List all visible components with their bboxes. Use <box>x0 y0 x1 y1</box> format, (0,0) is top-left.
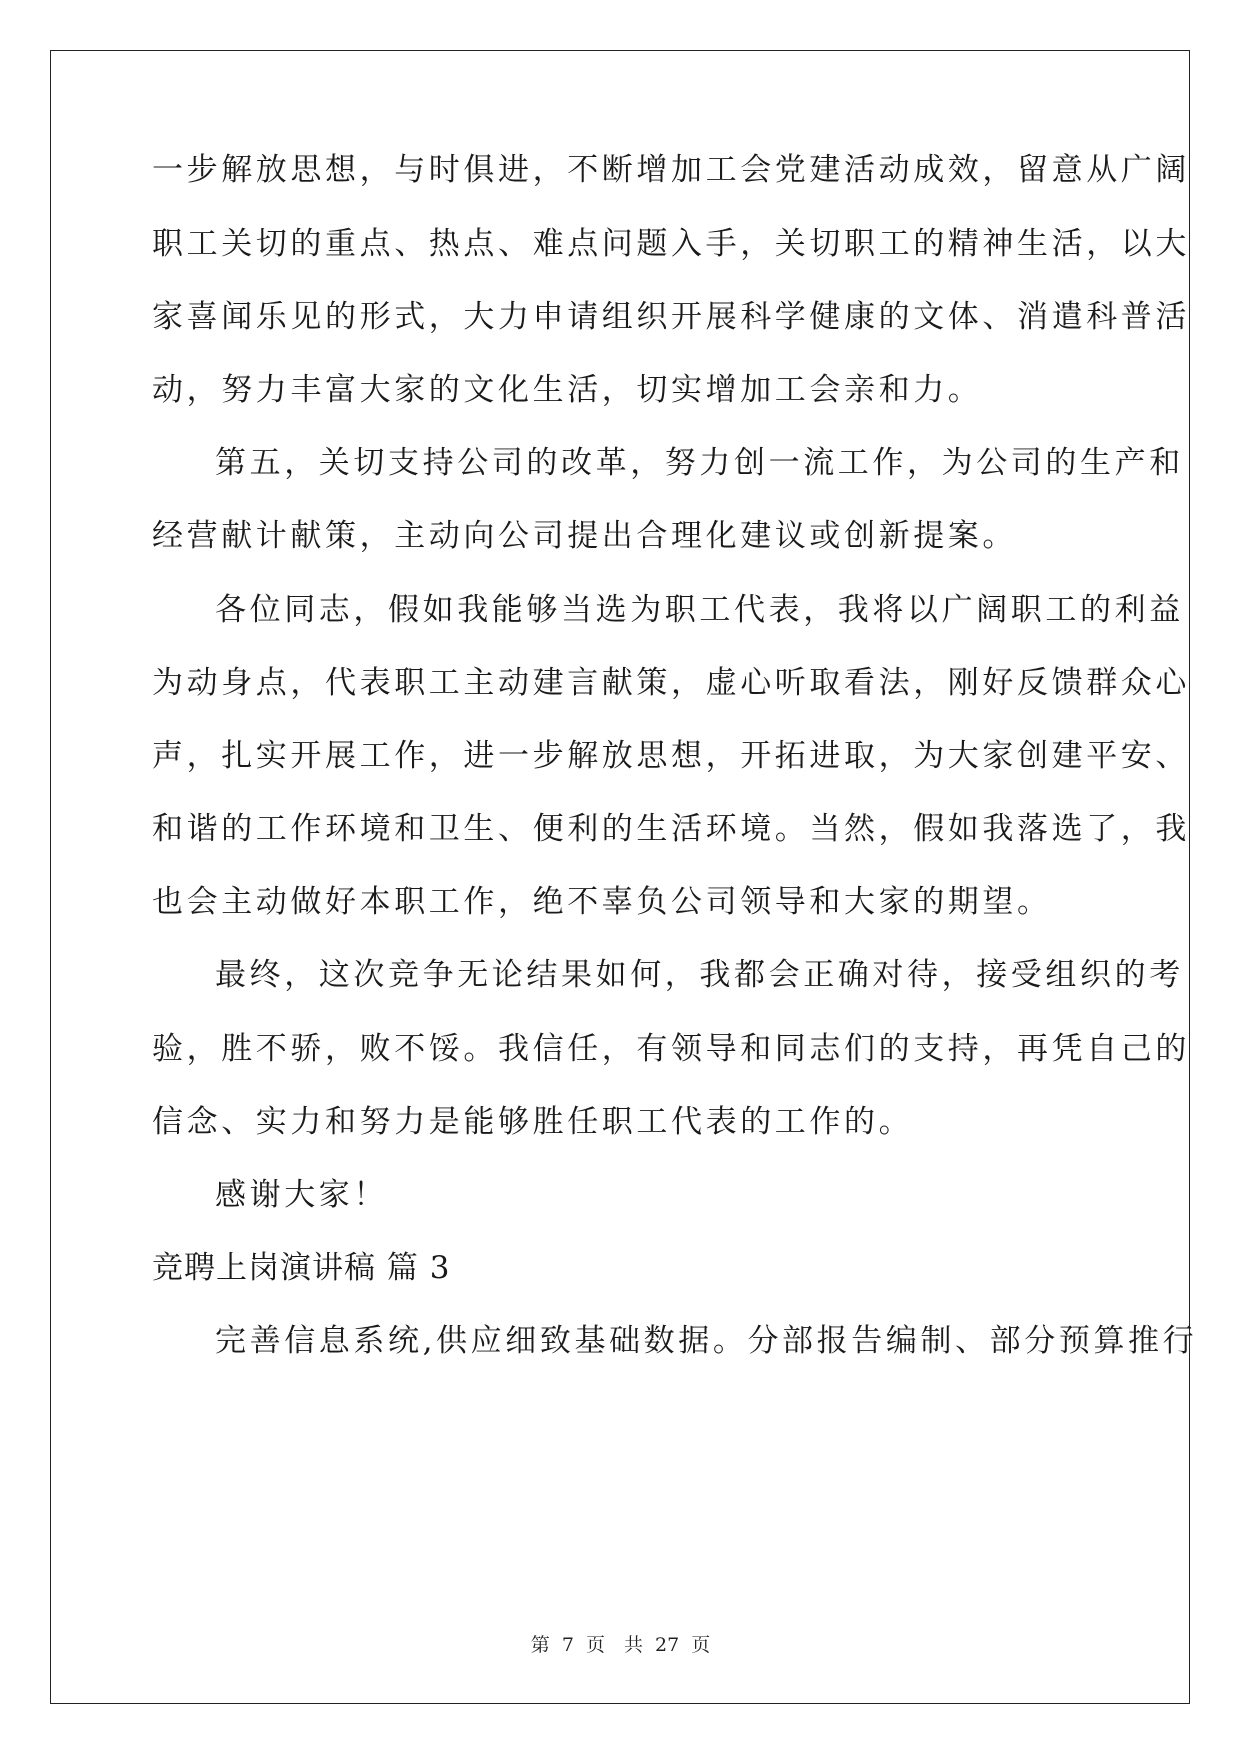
body-text-line: 动，努力丰富大家的文化生活，切实增加工会亲和力。 <box>152 372 983 408</box>
body-text-line: 也会主动做好本职工作，绝不辜负公司领导和大家的期望。 <box>152 884 1052 920</box>
body-text-line: 职工关切的重点、热点、难点问题入手，关切职工的精神生活，以大 <box>152 226 1190 262</box>
body-text-line: 完善信息系统,供应细致基础数据。分部报告编制、部分预算推行 <box>215 1323 1198 1359</box>
section-heading: 竞聘上岗演讲稿 篇 3 <box>152 1250 451 1286</box>
body-text-line: 经营献计献策，主动向公司提出合理化建议或创新提案。 <box>152 518 1017 554</box>
body-text-line: 为动身点，代表职工主动建言献策，虚心听取看法，刚好反馈群众心 <box>152 665 1190 701</box>
body-text-line: 各位同志，假如我能够当选为职工代表，我将以广阔职工的利益 <box>215 592 1184 628</box>
body-text-line: 第五，关切支持公司的改革，努力创一流工作，为公司的生产和 <box>215 445 1184 481</box>
body-text-line: 声，扎实开展工作，进一步解放思想，开拓进取，为大家创建平安、 <box>152 738 1190 774</box>
body-text-line: 一步解放思想，与时俱进，不断增加工会党建活动成效，留意从广阔 <box>152 152 1190 188</box>
page-number-footer: 第 7 页 共 27 页 <box>530 1634 711 1656</box>
body-text-line: 家喜闻乐见的形式，大力申请组织开展科学健康的文体、消遣科普活 <box>152 299 1190 335</box>
body-text-line: 信念、实力和努力是能够胜任职工代表的工作的。 <box>152 1104 914 1140</box>
closing-thanks: 感谢大家！ <box>215 1177 388 1213</box>
body-text-line: 和谐的工作环境和卫生、便利的生活环境。当然，假如我落选了，我 <box>152 811 1190 847</box>
body-text-line: 最终，这次竞争无论结果如何，我都会正确对待，接受组织的考 <box>215 957 1184 993</box>
body-text-line: 验，胜不骄，败不馁。我信任，有领导和同志们的支持，再凭自己的 <box>152 1031 1190 1067</box>
